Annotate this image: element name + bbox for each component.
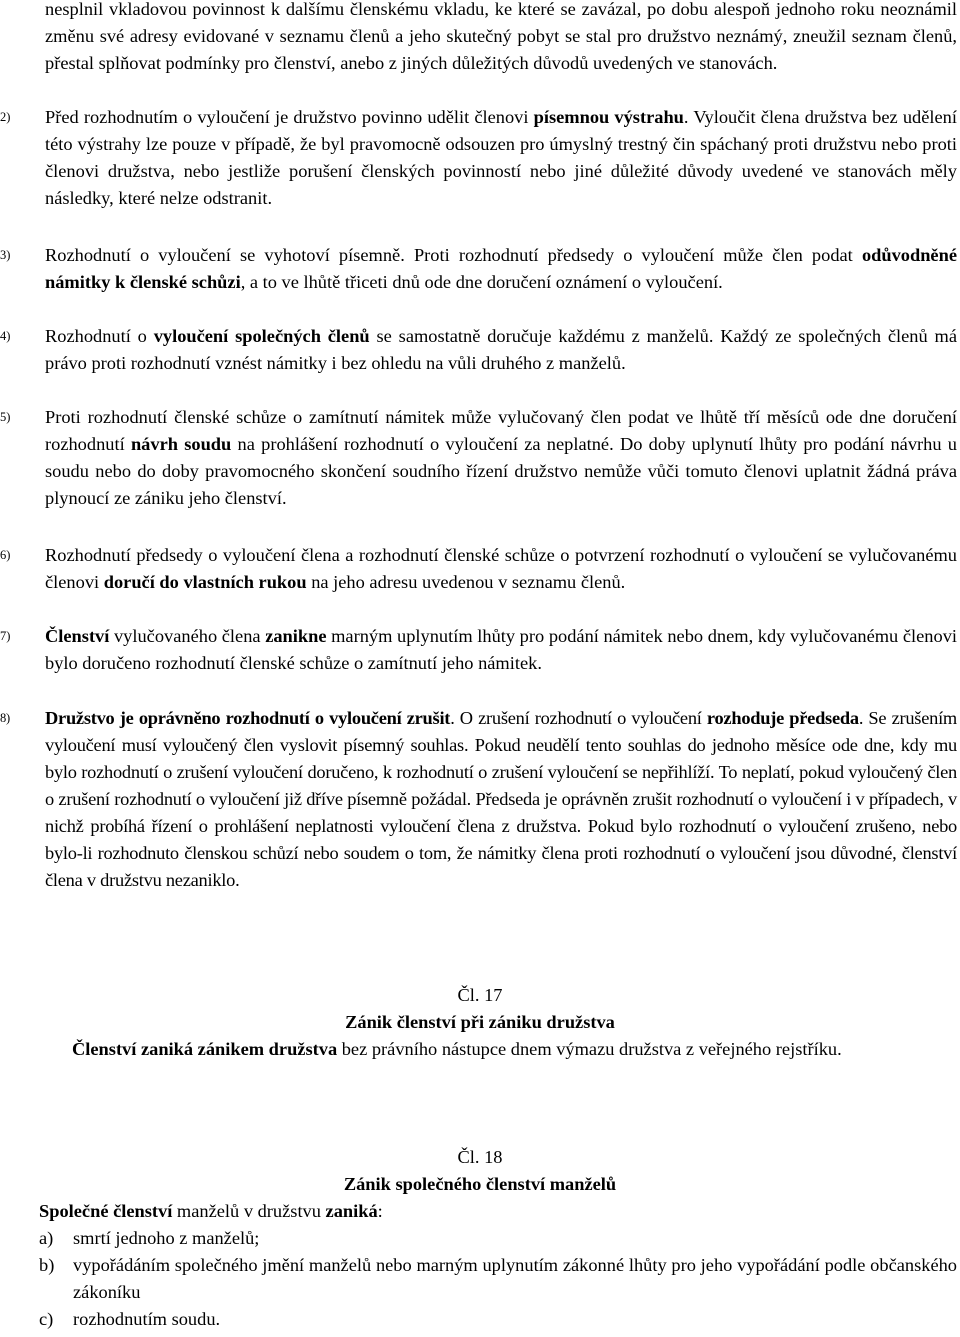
item-text: Před rozhodnutím o vyloučení je družstvo povinno udělit členovi	[45, 107, 534, 127]
list-letter: b)	[39, 1255, 55, 1275]
paragraph-text: manželů v družstvu	[172, 1201, 326, 1221]
list-text: vypořádáním společného jmění manželů nebo marným uplynutím zákonné lhůty pro jeho vypořádání podle občanského zákoníku	[73, 1255, 957, 1302]
article-17-number: Čl. 17	[457, 985, 503, 1005]
article-18-intro	[39, 1198, 957, 1225]
paragraph-bold: Členství zaniká zánikem družstva	[72, 1039, 338, 1059]
item-8	[0, 705, 957, 894]
continuation-paragraph	[0, 0, 957, 77]
item-number: 6)	[0, 548, 11, 562]
item-bold: rozhoduje předseda	[706, 708, 859, 728]
item-text: na prohlášení rozhodnutí o vyloučení za neplatné. Do doby uplynutí lhůty pro podání návrhu u soudu nebo do doby pravomocného skončení soudního řízení družstvo nemůže vůči tomuto členovi uplatnit žádná práva plynoucí ze zániku jeho členství.	[45, 434, 957, 508]
item-text: vylučovaného člena	[109, 626, 266, 646]
item-bold: vyloučení společných členů	[153, 326, 370, 346]
list-text: smrtí jednoho z manželů;	[73, 1228, 260, 1248]
item-text: . Vyloučit člena družstva bez udělení této výstrahy lze pouze v případě, že byl pravomocně odsouzen pro úmyslný trestný čin spáchaný proti družstvu nebo proti členovi družstva, nebo jestliže porušení členských povinností nebo jiné důležité důvody uvedené ve stanovách měly následky, které nelze odstranit.	[45, 107, 957, 208]
item-2	[0, 104, 957, 212]
article-title-text: Zánik členství při zániku družstva	[345, 1012, 615, 1032]
paragraph-text: bez právního nástupce dnem výmazu družstva z veřejného rejstříku.	[337, 1039, 842, 1059]
item-text: Rozhodnutí o	[45, 326, 154, 346]
article-18-number: Čl. 18	[457, 1147, 503, 1167]
list-letter: c)	[39, 1309, 54, 1329]
article-17-paragraph	[0, 1036, 957, 1063]
item-text: Rozhodnutí předsedy o vyloučení člena a rozhodnutí členské schůze o potvrzení rozhodnutí o vyloučení se vylučovanému členovi	[45, 545, 957, 592]
paragraph-bold: Společné členství	[39, 1201, 173, 1221]
item-bold: zanikne	[265, 626, 327, 646]
item-bold: písemnou výstrahu	[533, 107, 684, 127]
item-text: marným uplynutím lhůty pro podání námitek nebo dnem, kdy vylučovanému členovi bylo doručeno rozhodnutí členské schůze o zamítnutí jeho námitek.	[45, 626, 957, 673]
article-title-text: Zánik společného členství manželů	[343, 1174, 617, 1194]
item-text: Proti rozhodnutí členské schůze o zamítnutí námitek může vylučovaný člen podat ve lhůtě tří měsíců ode dne doručení rozhodnutí	[45, 407, 957, 454]
item-text: Rozhodnutí o vyloučení se vyhotoví písemně. Proti rozhodnutí předsedy o vyloučení může člen podat	[45, 245, 862, 265]
paragraph-text: nesplnil vkladovou povinnost k dalšímu členskému vkladu, ke které se zavázal, po dobu alespoň jednoho roku neoznámil změnu své adresy evidované v seznamu členů a jeho skutečný pobyt se stal pro družstvo neznámý, zneužil seznam členů, přestal splňovat podmínky pro členství, anebo z jiných důležitých důvodů uvedených ve stanovách.	[45, 0, 957, 73]
item-text: . O zrušení rozhodnutí o vyloučení	[450, 708, 707, 728]
item-7	[0, 623, 957, 677]
list-letter: a)	[39, 1228, 54, 1248]
item-5	[0, 404, 957, 512]
paragraph-bold: zaniká	[325, 1201, 378, 1221]
item-text: . Se zrušením vyloučení musí vyloučený člen vyslovit písemný souhlas. Pokud neudělí tento souhlas do jednoho měsíce ode dne, kdy mu bylo rozhodnutí o zrušení vyloučení doručeno, k rozhodnutí o zrušení vyloučení se nepřihlíží. To neplatí, pokud vyloučený člen o zrušení rozhodnutí o vyloučení již dříve písemně požádal. Předseda je oprávněn zrušit rozhodnutí o vyloučení i v případech, v nichž probíhá řízení o prohlášení neplatnosti vyloučení člena z družstva. Pokud bylo rozhodnutí o vyloučení zrušeno, nebo bylo-li rozhodnuto členskou schůzí nebo soudem o tom, že námitky člena proti rozhodnutí o vyloučení jsou důvodné, členství člena v družstvu nezaniklo.	[45, 708, 957, 890]
item-6	[0, 542, 957, 596]
item-text: , a to ve lhůtě třiceti dnů ode dne doručení oznámení o vyloučení.	[240, 272, 723, 292]
item-bold: doručí do vlastních rukou	[103, 572, 307, 592]
item-number: 8)	[0, 711, 10, 725]
item-text: se samostatně doručuje každému z manželů. Každý ze společných členů má právo proti rozhodnutí vznést námitky i bez ohledu na vůli druhého z manželů.	[45, 326, 957, 373]
item-bold: návrh soudu	[130, 434, 232, 454]
item-number: 2)	[0, 110, 11, 124]
item-4	[0, 323, 957, 377]
item-number: 4)	[0, 329, 11, 343]
list-item-a	[0, 1225, 957, 1252]
article-18-title	[0, 1171, 960, 1198]
item-number: 3)	[0, 248, 11, 262]
item-text: na jeho adresu uvedenou v seznamu členů.	[306, 572, 626, 592]
item-bold: odůvodněné námitky k členské schůzi	[45, 245, 957, 292]
article-17-title	[0, 1009, 960, 1036]
item-bold: Družstvo je oprávněno rozhodnutí o vyloučení zrušit	[45, 708, 451, 728]
list-text: rozhodnutím soudu.	[73, 1309, 221, 1329]
list-item-c	[0, 1306, 957, 1333]
item-number: 5)	[0, 410, 11, 424]
item-number: 7)	[0, 629, 11, 643]
list-item-b	[0, 1252, 957, 1306]
paragraph-text: :	[377, 1201, 383, 1221]
item-3	[0, 242, 957, 296]
item-bold: Členství	[45, 626, 110, 646]
